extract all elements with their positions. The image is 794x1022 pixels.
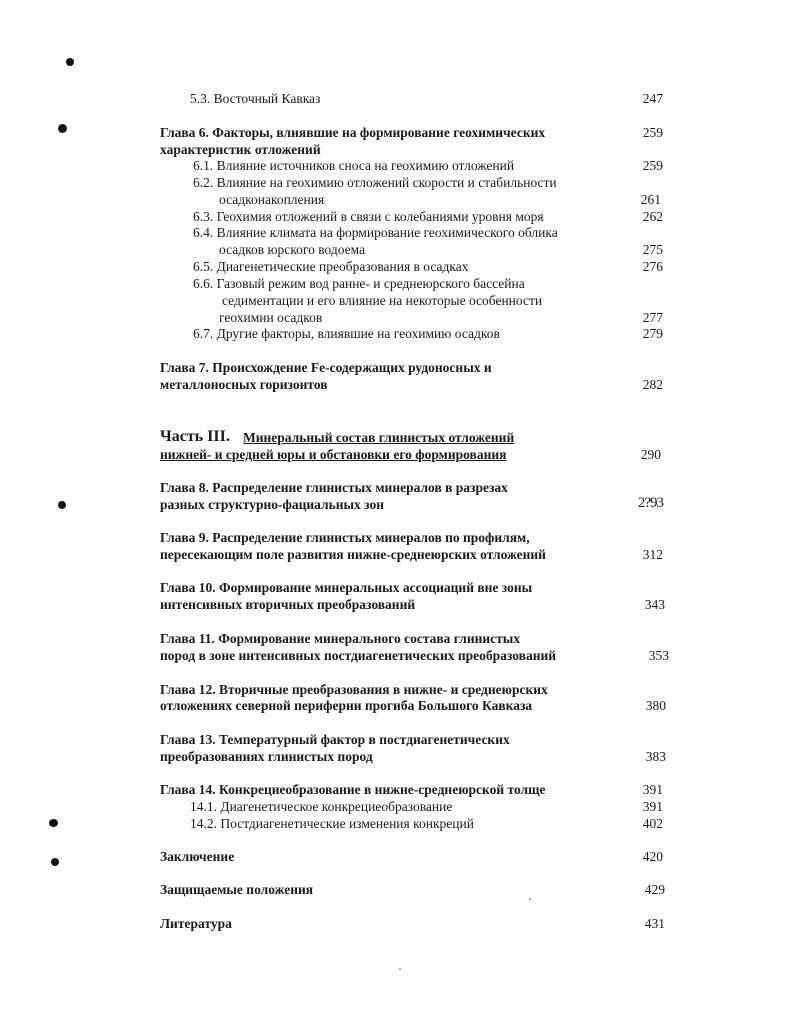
toc-chapter-8-title-cont: разных структурно-фациальных зон [160, 497, 385, 512]
toc-entry-6-2-title: 6.2. Влияние на геохимию отложений скорости и стабильности [193, 175, 557, 190]
toc-entry-14-2-page: 402 [642, 816, 663, 831]
toc-chapter-7-page: 282 [642, 377, 663, 392]
toc-part-3-page: 290 [640, 447, 661, 462]
toc-chapter-6-title: Глава 6. Факторы, влиявшие на формирование геохимических [160, 125, 546, 140]
scan-speck [399, 968, 401, 970]
toc-entry-6-4-title: 6.4. Влияние климата на формирование геохимического облика [193, 225, 558, 240]
toc-chapter-8-page: 2?93 [637, 495, 663, 511]
toc-entry-6-2-page: 261 [640, 192, 661, 207]
scan-speck [529, 898, 531, 900]
toc-entry-6-6-title-cont: седиментации и его влияние на некоторые особенности [222, 293, 543, 308]
toc-chapter-8-title: Глава 8. Распределение глинистых минералов в разрезах [160, 480, 508, 495]
toc-chapter-14-page: 391 [642, 782, 663, 797]
toc-chapter-9-page: 312 [642, 547, 663, 562]
toc-entry-6-5-title: 6.5. Диагенетические преобразования в осадках [193, 259, 469, 274]
toc-chapter-13-title: Глава 13. Температурный фактор в постдиагенетических [160, 732, 510, 747]
toc-entry-6-5-page: 276 [642, 259, 663, 274]
toc-chapter-11-page: 353 [648, 648, 669, 663]
punch-hole-mark [58, 124, 67, 133]
toc-entry-6-1-page: 259 [642, 158, 663, 173]
toc-entry-6-6-title: 6.6. Газовый режим вод ранне- и среднеюрского бассейна [193, 276, 525, 291]
toc-references-title: Литература [160, 916, 232, 931]
toc-entry-6-7-title: 6.7. Другие факторы, влиявшие на геохимию осадков [193, 326, 500, 341]
toc-chapter-6-page: 259 [642, 125, 663, 140]
toc-entry-14-1-page: 391 [642, 799, 663, 814]
toc-chapter-10-page: 343 [644, 597, 665, 612]
toc-entry-5-3-title: 5.3. Восточный Кавказ [190, 91, 321, 106]
toc-chapter-10-title: Глава 10. Формирование минеральных ассоциаций вне зоны [160, 580, 533, 595]
toc-entry-6-4-title-cont: осадков юрского водоема [219, 242, 366, 257]
toc-defended-statements-title: Защищаемые положения [160, 882, 314, 897]
toc-chapter-9-title: Глава 9. Распределение глинистых минералов по профилям, [160, 530, 530, 545]
toc-entry-6-2-title-cont: осадконакопления [219, 192, 325, 207]
toc-entry-6-3-page: 262 [642, 209, 663, 224]
toc-chapter-13-title-cont: преобразованиях глинистых пород [160, 749, 373, 764]
toc-entry-6-7-page: 279 [642, 326, 663, 341]
toc-chapter-10-title-cont: интенсивных вторичных преобразований [160, 597, 416, 612]
punch-hole-mark [66, 58, 74, 66]
toc-conclusion-page: 420 [642, 849, 663, 864]
toc-part-3-title-cont: нижней- и средней юры и обстановки его формирования [160, 447, 507, 462]
toc-defended-statements-page: 429 [644, 882, 665, 897]
toc-entry-6-6-page: 277 [642, 310, 663, 325]
toc-entry-5-3-page: 247 [642, 91, 663, 106]
toc-entry-14-1-title: 14.1. Диагенетическое конкрециеобразование [190, 799, 453, 814]
toc-chapter-11-title-cont: пород в зоне интенсивных постдиагенетических преобразований [160, 648, 557, 663]
punch-hole-mark [51, 858, 59, 866]
toc-chapter-7-title-cont: металлоносных горизонтов [160, 377, 328, 392]
toc-chapter-12-title-cont: отложениях северной периферии прогиба Большого Кавказа [160, 698, 533, 713]
toc-chapter-13-page: 383 [645, 749, 666, 764]
punch-hole-mark [58, 501, 66, 509]
toc-chapter-7-title: Глава 7. Происхождение Fe-содержащих рудоносных и [160, 360, 492, 375]
toc-entry-6-3-title: 6.3. Геохимия отложений в связи с колебаниями уровня моря [193, 209, 544, 224]
toc-chapter-9-title-cont: пересекающим поле развития нижне-среднеюрских отложений [160, 547, 546, 562]
toc-chapter-6-title-cont: характеристик отложений [160, 142, 321, 157]
toc-conclusion-title: Заключение [160, 849, 235, 864]
toc-entry-6-4-page: 275 [642, 242, 663, 257]
toc-entry-6-6-title-cont: геохимии осадков [219, 310, 323, 325]
toc-entry-6-1-title: 6.1. Влияние источников сноса на геохимию отложений [193, 158, 515, 173]
toc-entry-14-2-title: 14.2. Постдиагенетические изменения конкреций [190, 816, 474, 831]
toc-part-3-title: Минеральный состав глинистых отложений [243, 430, 515, 445]
toc-chapter-12-title: Глава 12. Вторичные преобразования в нижне- и среднеюрских [160, 682, 548, 697]
toc-chapter-12-page: 380 [645, 698, 666, 713]
punch-hole-mark [49, 819, 58, 827]
toc-chapter-11-title: Глава 11. Формирование минерального состава глинистых [160, 631, 521, 646]
toc-chapter-14-title: Глава 14. Конкрециеобразование в нижне-среднеюрской толще [160, 782, 546, 797]
toc-part-3-label: Часть III. [160, 428, 230, 445]
toc-references-page: 431 [644, 916, 665, 931]
